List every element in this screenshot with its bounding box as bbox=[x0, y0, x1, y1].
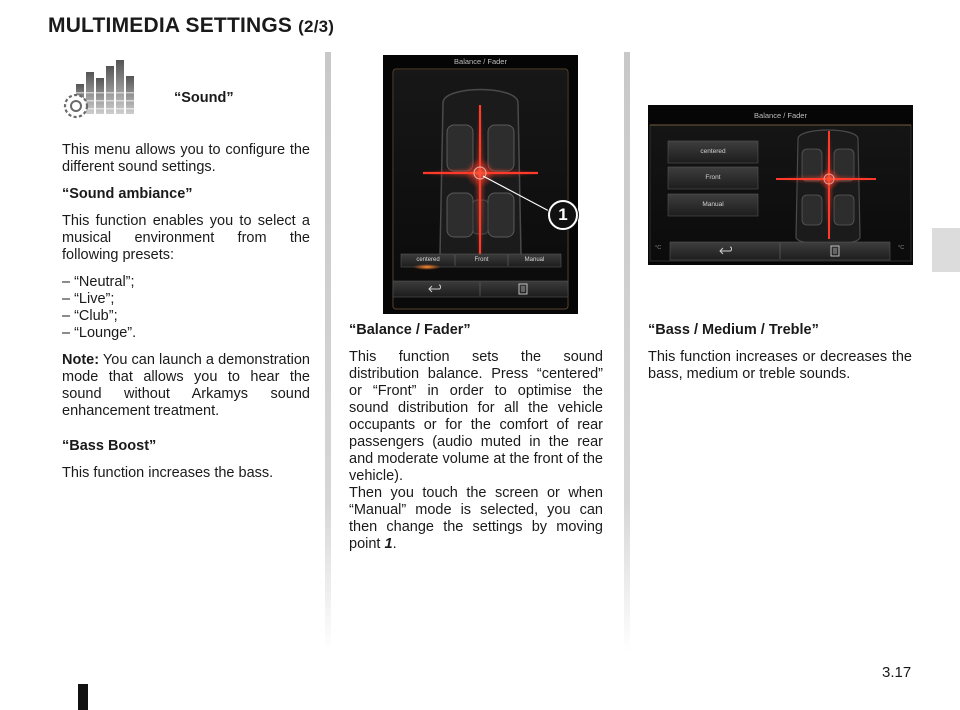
sound-intro: This menu allows you to configure the different sound settings. bbox=[62, 142, 310, 175]
ambiance-heading: “Sound ambiance” bbox=[62, 186, 193, 202]
bass-boost-text: This function increases the bass. bbox=[62, 465, 274, 481]
column-divider-right bbox=[624, 52, 630, 652]
column-bass-medium-treble bbox=[648, 322, 912, 393]
sound-settings-icon bbox=[62, 58, 142, 124]
centered-button[interactable]: centered bbox=[700, 148, 726, 155]
sound-label: “Sound” bbox=[174, 90, 234, 106]
demo-note bbox=[62, 352, 310, 420]
chapter-tab-marker bbox=[932, 228, 960, 272]
title-part: (2/3) bbox=[298, 17, 335, 36]
preset-item: – “Live”; bbox=[62, 291, 115, 307]
callout-1 bbox=[548, 200, 578, 230]
callout-number: 1 bbox=[558, 205, 568, 224]
page-number: 3.17 bbox=[882, 664, 912, 681]
front-button[interactable]: Front bbox=[474, 257, 489, 263]
manual-button[interactable]: Manual bbox=[524, 257, 545, 263]
note-label: Note: bbox=[62, 352, 100, 368]
balance-fader-screen-wide bbox=[648, 105, 913, 265]
centered-button[interactable]: centered bbox=[416, 257, 440, 263]
preset-item: – “Lounge”. bbox=[62, 325, 137, 341]
note-text: You can launch a demonstration mode that allows you to hear the sound without Arkamys sound enhancement treatment. bbox=[62, 352, 310, 419]
screen-title: Balance / Fader bbox=[454, 57, 507, 66]
column-balance-fader bbox=[349, 322, 603, 563]
preset-item: – “Neutral”; bbox=[62, 274, 135, 290]
balance-paragraph-2-lead: Then you touch the screen or when “Manual” mode is selected, you can then change the settings by moving point bbox=[349, 485, 603, 552]
preset-list bbox=[62, 274, 310, 342]
front-button[interactable]: Front bbox=[705, 174, 721, 181]
screen-title: Balance / Fader bbox=[754, 111, 807, 120]
ambiance-text: This function enables you to select a musical environment from the following presets: bbox=[62, 213, 310, 263]
column-divider-left bbox=[325, 52, 331, 652]
balance-paragraph-2-end: . bbox=[392, 536, 397, 552]
temperature-left: °C bbox=[655, 245, 662, 251]
balance-paragraph-2 bbox=[349, 485, 603, 553]
balance-paragraph: This function sets the sound distribution balance. Press “centered” or “Front” in order to optimise the sound distribution for all the vehicle occupants or for the comfort of rear passengers (audio muted in the rear and moderate volume at the front of the vehicle). bbox=[349, 349, 603, 484]
bmt-paragraph: This function increases or decreases the bass, medium or treble sounds. bbox=[648, 349, 912, 382]
temperature-right: °C bbox=[898, 245, 905, 251]
point-reference: 1 bbox=[384, 536, 393, 552]
column-sound bbox=[62, 58, 310, 492]
corner-mark bbox=[78, 684, 88, 710]
title-text: MULTIMEDIA SETTINGS bbox=[48, 14, 293, 37]
control-bar bbox=[393, 281, 568, 297]
balance-fader-screen bbox=[383, 55, 578, 314]
bass-boost-heading: “Bass Boost” bbox=[62, 438, 157, 454]
manual-button[interactable]: Manual bbox=[702, 201, 724, 208]
sound-header bbox=[62, 58, 310, 134]
page-title bbox=[48, 14, 334, 38]
preset-item: – “Club”; bbox=[62, 308, 118, 324]
bmt-heading: “Bass / Medium / Treble” bbox=[648, 322, 819, 338]
balance-heading: “Balance / Fader” bbox=[349, 322, 471, 338]
